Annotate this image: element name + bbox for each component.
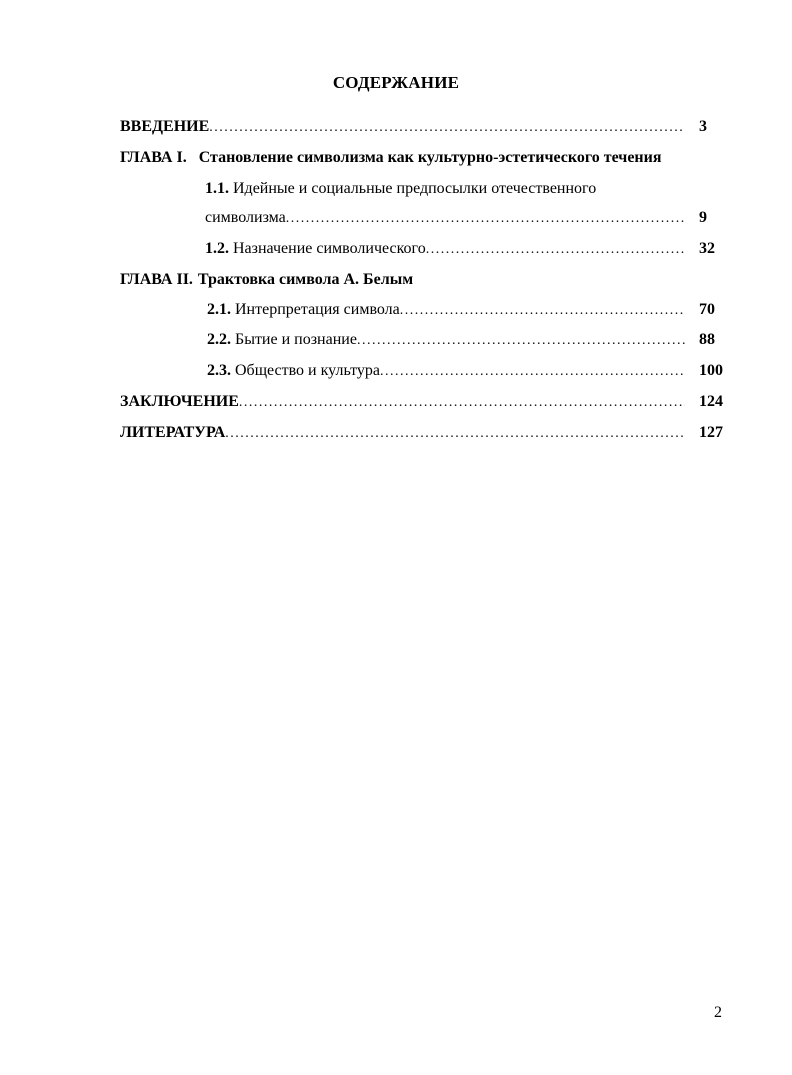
toc-section-2-2 xyxy=(0,328,792,352)
toc-chapter-title: Трактовка символа А. Белым xyxy=(197,271,414,288)
toc-leader-dots xyxy=(400,299,685,323)
toc-section-number: 1.2. xyxy=(205,240,229,257)
toc-section-number: 2.2. xyxy=(207,331,231,348)
toc-page-ref: 9 xyxy=(699,209,707,226)
toc-page-ref: 88 xyxy=(699,331,715,348)
toc-leader-dots xyxy=(426,238,685,262)
toc-section-number: 1.1. xyxy=(205,180,229,197)
toc-section-label: Назначение символического xyxy=(233,240,426,257)
toc-label: ЛИТЕРАТУРА xyxy=(120,424,226,441)
toc-section-label: Общество и культура xyxy=(235,362,381,379)
toc-chapter-label: ГЛАВА I. xyxy=(120,149,187,166)
toc-page-ref: 3 xyxy=(699,118,707,135)
toc-page-ref: 70 xyxy=(699,301,715,318)
toc-label: ЗАКЛЮЧЕНИЕ xyxy=(120,393,239,410)
toc-section-number: 2.3. xyxy=(207,362,231,379)
toc-section-label: Бытие и познание xyxy=(235,331,357,348)
toc-leader-dots xyxy=(239,391,685,415)
page-number: 2 xyxy=(714,1004,722,1021)
toc-entry-literature xyxy=(0,421,792,445)
toc-page-ref: 124 xyxy=(699,393,723,410)
toc-leader-dots xyxy=(286,207,685,231)
toc-leader-dots xyxy=(357,329,685,353)
toc-entry-intro xyxy=(0,115,792,139)
toc-label: ВВЕДЕНИЕ xyxy=(120,118,210,135)
toc-chapter-title: Становление символизма как культурно-эстетического течения xyxy=(198,149,662,166)
toc-section-1-2 xyxy=(0,237,792,261)
toc-leader-dots xyxy=(225,422,685,446)
toc-section-number: 2.1. xyxy=(207,301,231,318)
toc-leader-dots xyxy=(209,116,685,140)
toc-section-2-1 xyxy=(0,298,792,322)
page-title: СОДЕРЖАНИЕ xyxy=(332,73,460,92)
toc-page-ref: 127 xyxy=(699,424,723,441)
toc-section-1-1-continued xyxy=(0,206,792,230)
toc-chapter-label: ГЛАВА II. xyxy=(120,271,193,288)
toc-page-ref: 100 xyxy=(699,362,723,379)
toc-leader-dots xyxy=(380,360,685,384)
toc-section-label: символизма xyxy=(205,209,286,226)
toc-chapter-2 xyxy=(0,268,792,292)
toc-section-2-3 xyxy=(0,359,792,383)
toc-section-label: Идейные и социальные предпосылки отечественного xyxy=(233,180,597,197)
toc-page-ref: 32 xyxy=(699,240,715,257)
toc-entry-conclusion xyxy=(0,390,792,414)
toc-chapter-1 xyxy=(0,146,792,170)
toc-section-label: Интерпретация символа xyxy=(235,301,400,318)
toc-section-1-1 xyxy=(0,177,792,201)
